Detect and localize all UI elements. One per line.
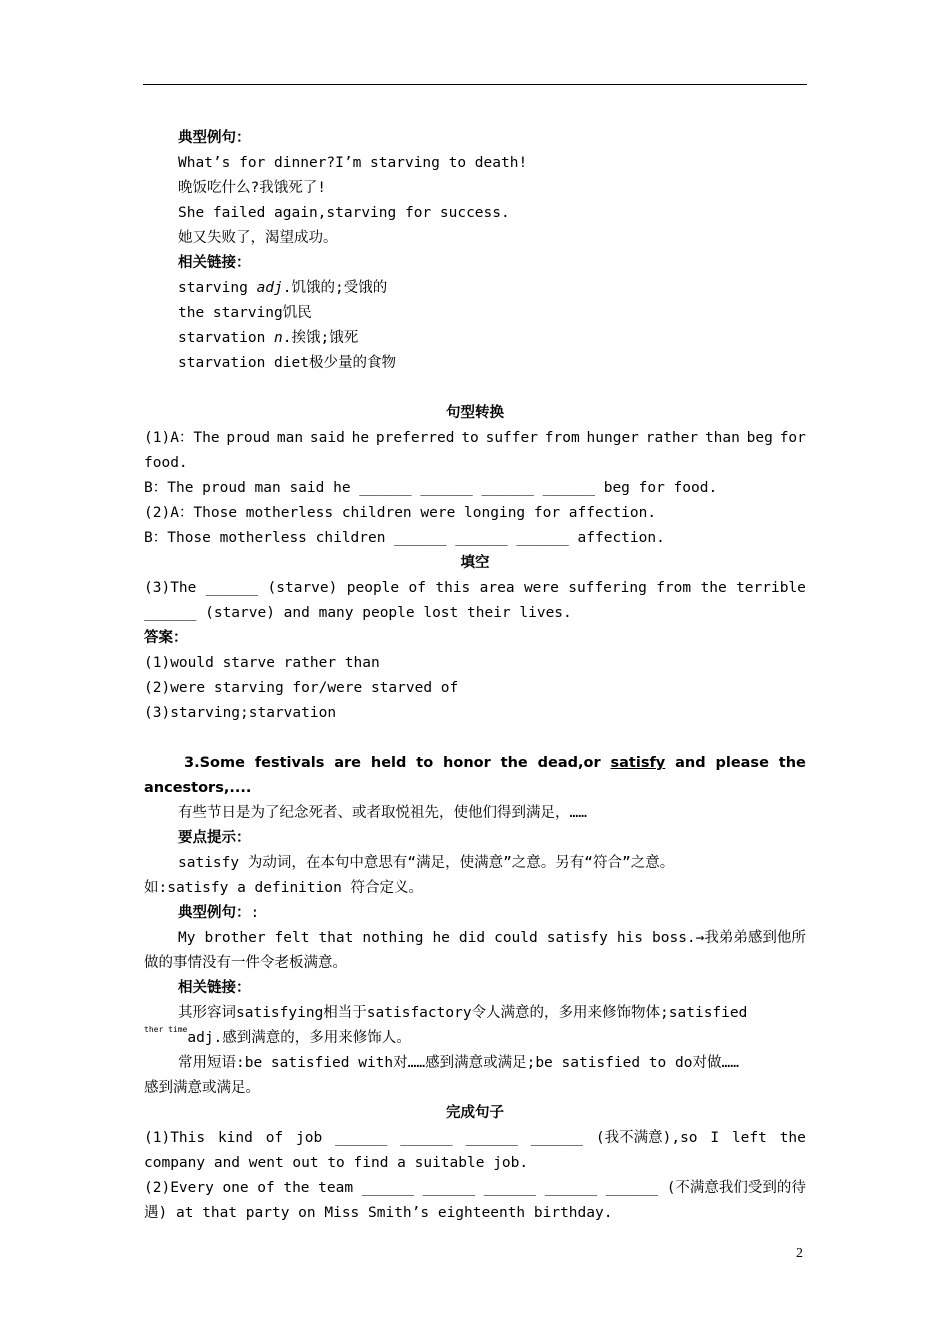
document-page: [144, 126, 806, 1226]
example-sentence-zh: 晚饭吃什么?我饿死了!: [178, 180, 326, 196]
section-title-complete-sentences: 完成句子: [446, 1105, 504, 1121]
typical-examples-heading: 典型例句：: [178, 130, 251, 146]
related-link-item: starvation diet极少量的食物: [178, 355, 396, 371]
related-link-text: 常用短语:be satisfied with对……感到满意或满足;be satisfied to do对做……: [178, 1055, 739, 1071]
answer-item: (2)were starving for/were starved of: [144, 680, 459, 696]
key-points-heading: 要点提示：: [178, 830, 251, 846]
example-sentence-en: She failed again,starving for success.: [178, 205, 510, 221]
exercise-line: B：Those motherless children ______ ______ ______ affection.: [144, 530, 665, 546]
exercise-line: company and went out to find a suitable job.: [144, 1155, 529, 1171]
underlined-keyword: satisfy: [610, 755, 666, 771]
key-sentence-heading: 3.Some festivals are held to honor the dead,or satisfy and please the: [144, 751, 806, 776]
exercise-line: (2)Every one of the team ______ ______ ______ ______ ______ (不满意我们受到的待: [144, 1180, 806, 1196]
related-link-text: $^{ther time}$adj.感到满意的，多用来修饰人。: [144, 1025, 411, 1046]
related-link-item: the starving饥民: [178, 305, 312, 321]
related-link-item: starvation n.挨饿;饿死: [178, 330, 359, 346]
exercise-line: (1)A：The proud man said he preferred to suffer from hunger rather than beg for: [144, 430, 806, 446]
example-sentence: My brother felt that nothing he did could satisfy his boss.→我弟弟感到他所: [178, 930, 806, 946]
example-sentence-en: What’s for dinner?I’m starving to death!: [178, 155, 528, 171]
related-link-text: 其形容词satisfying相当于satisfactory令人满意的，多用来修饰物体;satisfied: [178, 1005, 748, 1021]
section-title-fill-in: 填空: [460, 555, 490, 571]
exercise-line: ______ (starve) and many people lost their lives.: [144, 605, 572, 621]
exercise-line: (2)A：Those motherless children were longing for affection.: [144, 505, 657, 521]
key-sentence-heading-cont: ancestors,....: [144, 780, 252, 796]
key-points-text: satisfy 为动词，在本句中意思有“满足，使满意”之意。另有“符合”之意。: [178, 855, 675, 871]
related-link-text: 感到满意或满足。: [144, 1080, 260, 1096]
key-points-text: 如:satisfy a definition 符合定义。: [144, 880, 424, 896]
section-title-sentence-transformation: 句型转换: [446, 405, 504, 421]
exercise-line: food.: [144, 455, 188, 471]
example-sentence-zh: 她又失败了，渴望成功。: [178, 230, 338, 246]
related-links-heading: 相关链接：: [178, 980, 251, 996]
exercise-line: B：The proud man said he ______ ______ ______ ______ beg for food.: [144, 480, 718, 496]
key-sentence-translation: 有些节日是为了纪念死者、或者取悦祖先，使他们得到满足，……: [178, 805, 587, 821]
superscript-note: ther time: [144, 1025, 188, 1034]
example-sentence: 做的事情没有一件令老板满意。: [144, 955, 347, 971]
answer-item: (3)starving;starvation: [144, 705, 337, 721]
related-links-heading: 相关链接：: [178, 255, 251, 271]
page-number: 2: [796, 1246, 803, 1261]
exercise-line: (1)This kind of job ______ ______ ______ ______ (我不满意),so I left the: [144, 1130, 806, 1146]
typical-examples-heading: 典型例句：:: [178, 905, 260, 921]
answers-heading: 答案：: [144, 630, 188, 646]
exercise-line: 遇) at that party on Miss Smith’s eighteenth birthday.: [144, 1205, 613, 1221]
related-link-item: starving adj.饥饿的;受饿的: [178, 280, 388, 296]
exercise-line: (3)The ______ (starve) people of this area were suffering from the terrible: [144, 580, 806, 596]
header-rule: [143, 84, 807, 85]
answer-item: (1)would starve rather than: [144, 655, 380, 671]
